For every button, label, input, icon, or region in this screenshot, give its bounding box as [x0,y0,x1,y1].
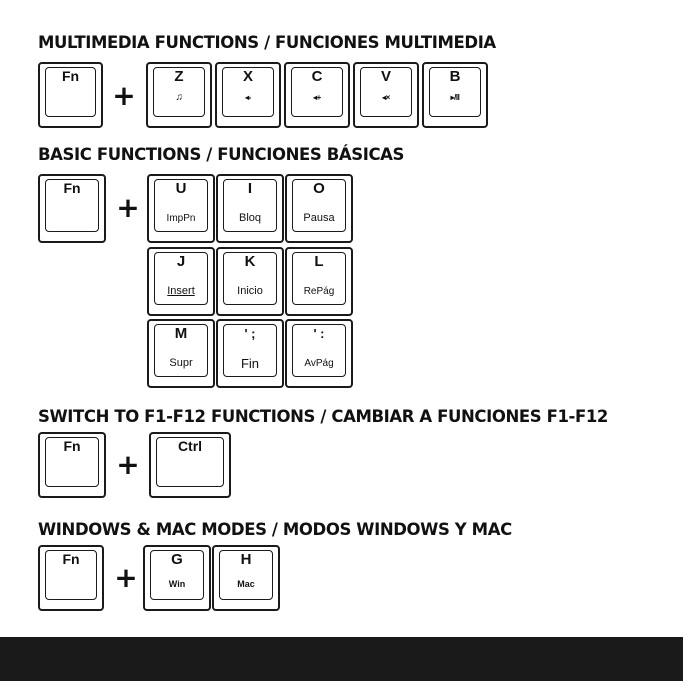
key-l [285,247,353,316]
key-sublabel: RePág [303,286,335,297]
key-sublabel: Fin [240,356,260,371]
fn-key-label: Fn [63,438,81,454]
footer-bar [0,637,683,681]
key-sublabel: Inicio [237,285,263,297]
key-colon [285,319,353,388]
mute-icon: ◂× [382,93,390,102]
fn-key-label: Fn [62,551,80,567]
key-sublabel: Pausa [303,212,335,224]
key-g [143,545,211,611]
key-o [285,174,353,243]
key-label: Z [174,68,184,85]
key-label: U [175,180,187,197]
key-label: M [174,325,188,342]
key-sublabel: Win [168,579,186,589]
key-sublabel: Bloq [238,212,262,224]
key-m [147,319,215,388]
modes-heading: WINDOWS & MAC MODES / MODOS WINDOWS Y MAC [38,520,512,539]
key-label: B [449,68,461,85]
key-h [212,545,280,611]
play-pause-icon: ▸/II [450,93,460,102]
key-label: ' : [313,326,325,341]
multimedia-heading: MULTIMEDIA FUNCTIONS / FUNCIONES MULTIMEDIA [38,33,496,52]
key-label: C [311,68,323,85]
fn-key [38,174,106,243]
basic-heading: BASIC FUNCTIONS / FUNCIONES BÁSICAS [38,145,405,164]
key-b [422,62,488,128]
plus-sign: + [114,561,138,594]
key-label: O [313,180,325,197]
fn-key [38,432,106,498]
fn-key-label: Fn [63,180,81,196]
key-sublabel: Insert [167,285,195,297]
ctrl-key-label: Ctrl [177,438,203,454]
fn-key [38,545,104,611]
key-sublabel: AvPág [304,358,334,369]
ctrl-key [149,432,231,498]
key-sublabel: Mac [237,579,255,589]
key-label: X [242,68,253,85]
key-k [216,247,284,316]
key-label: ' ; [244,326,256,341]
key-label: G [171,551,183,568]
key-c [284,62,350,128]
key-i [216,174,284,243]
key-label: K [244,253,256,270]
switch-heading: SWITCH TO F1-F12 FUNCTIONS / CAMBIAR A FUNCIONES F1-F12 [38,407,609,426]
key-label: H [240,551,252,568]
key-label: J [176,253,186,270]
fn-key [38,62,103,128]
key-semicolon [216,319,284,388]
plus-sign: + [116,191,140,224]
plus-sign: + [116,448,140,481]
key-z [146,62,212,128]
key-label: I [247,180,253,197]
key-u [147,174,215,243]
key-x [215,62,281,128]
key-j [147,247,215,316]
volume-up-icon: ◂+ [313,93,321,102]
plus-sign: + [112,79,136,112]
key-sublabel: ImpPn [166,213,196,224]
key-sublabel: Supr [169,357,193,369]
key-v [353,62,419,128]
volume-down-icon: ◂- [245,93,251,102]
fn-key-label: Fn [61,68,80,84]
key-label: L [314,253,324,270]
key-label: V [380,68,391,85]
music-note-icon: ♫ [175,92,183,103]
